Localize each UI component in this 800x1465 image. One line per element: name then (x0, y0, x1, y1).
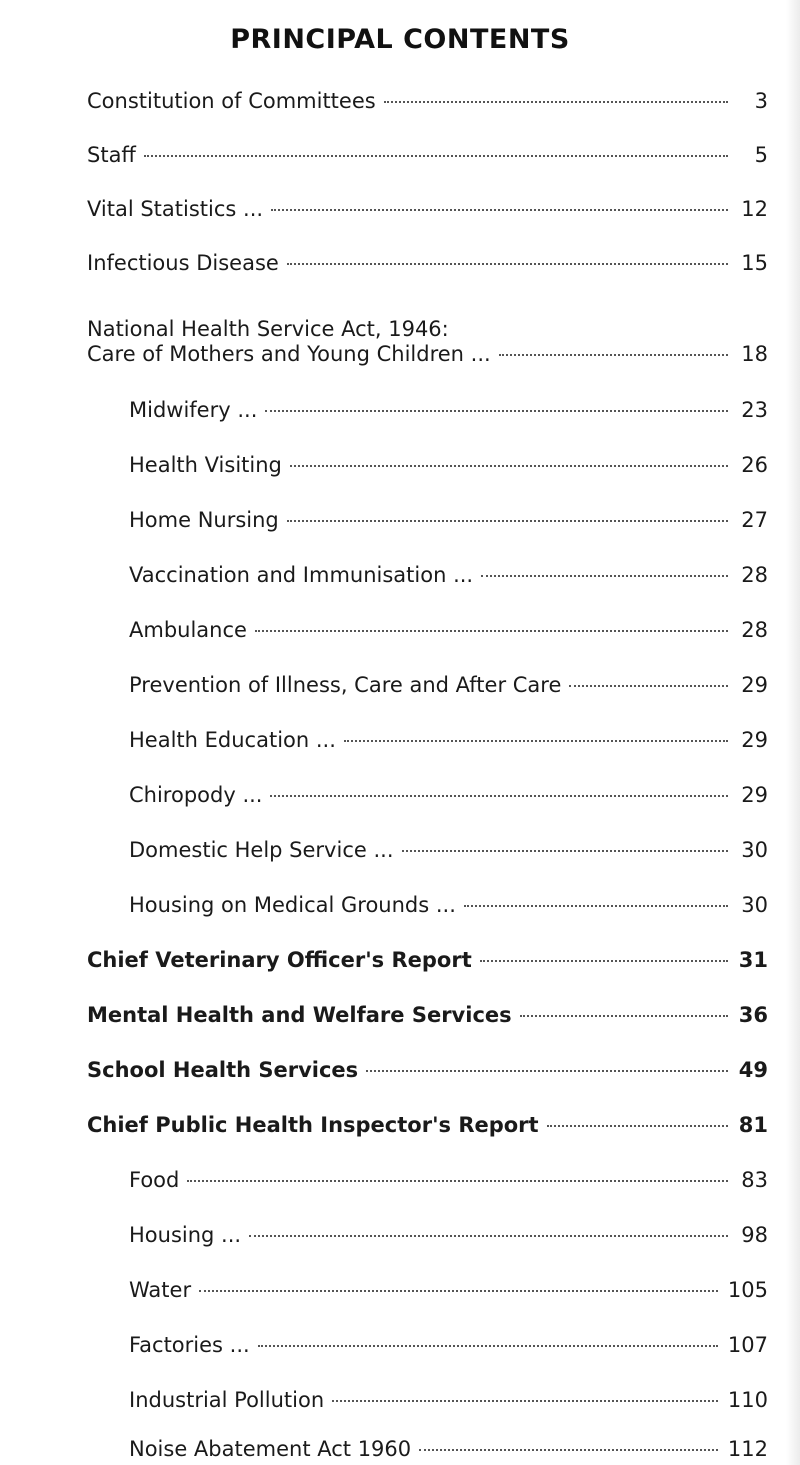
toc-entry-page: 27 (741, 508, 768, 532)
toc-entry-page: 98 (741, 1223, 768, 1247)
toc-entry-page: 28 (741, 618, 768, 642)
toc-entry-label: Care of Mothers and Young Children ... (87, 342, 491, 366)
toc-entry-page: 18 (741, 342, 768, 366)
toc-entry-label: Housing ... (129, 1223, 242, 1247)
toc-entry-vaccination[interactable] (129, 562, 768, 588)
toc-entry-label: Ambulance (129, 618, 247, 642)
toc-entry-label: Midwifery ... (129, 398, 258, 422)
toc-entry-label: Mental Health and Welfare Services (87, 1003, 512, 1027)
dot-leader (481, 575, 728, 577)
toc-entry-label: Water (129, 1278, 192, 1302)
dot-leader (520, 1015, 728, 1017)
toc-entry-label: Health Visiting (129, 453, 282, 477)
toc-entry-mental-health[interactable] (87, 1002, 768, 1028)
toc-entry-page: 107 (727, 1333, 768, 1357)
toc-entry-page: 30 (741, 838, 768, 862)
dot-leader (499, 354, 728, 356)
dot-leader (265, 410, 728, 412)
toc-entry-constitution-of-committees[interactable] (87, 88, 768, 114)
toc-entry-housing-medical-grounds[interactable] (129, 892, 768, 918)
toc-entry-prevention-of-illness[interactable] (129, 672, 768, 698)
toc-entry-page: 15 (741, 251, 768, 275)
dot-leader (332, 1400, 718, 1402)
dot-leader (366, 1070, 728, 1072)
dot-leader (290, 465, 728, 467)
toc-entry-label: Prevention of Illness, Care and After Care (129, 673, 562, 697)
page-edge-shadow (786, 0, 800, 1465)
toc-entry-page: 83 (741, 1168, 768, 1192)
toc-entry-page: 36 (738, 1003, 768, 1027)
toc-entry-ambulance[interactable] (129, 617, 768, 643)
dot-leader (402, 850, 729, 852)
toc-entry-label: Infectious Disease (87, 251, 279, 275)
toc-entry-page: 3 (754, 89, 768, 113)
toc-entry-chiropody[interactable] (129, 782, 768, 808)
toc-entry-page: 5 (754, 143, 768, 167)
toc-entry-health-visiting[interactable] (129, 452, 768, 478)
dot-leader (271, 209, 728, 211)
section-heading: National Health Service Act, 1946: (87, 317, 449, 341)
toc-entry-food[interactable] (129, 1167, 768, 1193)
toc-entry-label: Food (129, 1168, 180, 1192)
toc-entry-infectious-disease[interactable] (87, 250, 768, 276)
toc-entry-label: Staff (87, 143, 136, 167)
toc-entry-chief-public-health-inspector[interactable] (87, 1112, 768, 1138)
toc-entry-page: 29 (741, 728, 768, 752)
dot-leader (249, 1235, 728, 1237)
toc-entry-water[interactable] (129, 1277, 768, 1303)
toc-entry-vital-statistics[interactable] (87, 196, 768, 222)
dot-leader (569, 685, 728, 687)
dot-leader (199, 1290, 718, 1292)
toc-entry-label: School Health Services (87, 1058, 359, 1082)
dot-leader (464, 905, 728, 907)
toc-entry-noise-abatement[interactable] (129, 1436, 768, 1462)
toc-entry-label: Chiropody ... (129, 783, 263, 807)
toc-entry-label: Factories ... (129, 1333, 250, 1357)
toc-entry-staff[interactable] (87, 142, 768, 168)
toc-entry-page: 29 (741, 673, 768, 697)
toc-entry-home-nursing[interactable] (129, 507, 768, 533)
dot-leader (144, 155, 728, 157)
toc-entry-page: 12 (741, 197, 768, 221)
toc-entry-label: Housing on Medical Grounds ... (129, 893, 456, 917)
toc-entry-page: 81 (738, 1113, 768, 1137)
toc-entry-domestic-help[interactable] (129, 837, 768, 863)
toc-entry-page: 49 (738, 1058, 768, 1082)
toc-entry-page: 29 (741, 783, 768, 807)
dot-leader (258, 1345, 718, 1347)
toc-entry-industrial-pollution[interactable] (129, 1387, 768, 1413)
dot-leader (287, 520, 728, 522)
dot-leader (255, 630, 728, 632)
toc-entry-page: 23 (741, 398, 768, 422)
toc-entry-page: 112 (727, 1437, 768, 1461)
toc-entry-page: 105 (727, 1278, 768, 1302)
toc-entry-label: Chief Veterinary Officer's Report (87, 948, 472, 972)
toc-entry-health-education[interactable] (129, 727, 768, 753)
toc-entry-page: 31 (738, 948, 768, 972)
toc-entry-school-health[interactable] (87, 1057, 768, 1083)
toc-entry-page: 30 (741, 893, 768, 917)
toc-entry-label: Chief Public Health Inspector's Report (87, 1113, 539, 1137)
toc-entry-factories[interactable] (129, 1332, 768, 1358)
toc-entry-label: Constitution of Committees (87, 89, 376, 113)
toc-entry-label: Health Education ... (129, 728, 336, 752)
toc-entry-housing[interactable] (129, 1222, 768, 1248)
toc-entry-care-of-mothers[interactable] (87, 341, 768, 367)
toc-entry-label: Domestic Help Service ... (129, 838, 394, 862)
toc-entry-label: Industrial Pollution (129, 1388, 325, 1412)
dot-leader (384, 101, 728, 103)
toc-entry-page: 110 (727, 1388, 768, 1412)
toc-entry-midwifery[interactable] (129, 397, 768, 423)
page-title: PRINCIPAL CONTENTS (230, 24, 570, 55)
dot-leader (419, 1449, 718, 1451)
dot-leader (187, 1180, 728, 1182)
toc-entry-label: Vaccination and Immunisation ... (129, 563, 474, 587)
toc-entry-label: Home Nursing (129, 508, 279, 532)
toc-entry-label: Vital Statistics ... (87, 197, 264, 221)
toc-entry-page: 26 (741, 453, 768, 477)
toc-entry-page: 28 (741, 563, 768, 587)
dot-leader (480, 960, 728, 962)
dot-leader (287, 263, 728, 265)
toc-entry-label: Noise Abatement Act 1960 (129, 1437, 412, 1461)
dot-leader (547, 1125, 728, 1127)
dot-leader (270, 795, 728, 797)
toc-entry-chief-veterinary-officer[interactable] (87, 947, 768, 973)
dot-leader (344, 740, 728, 742)
